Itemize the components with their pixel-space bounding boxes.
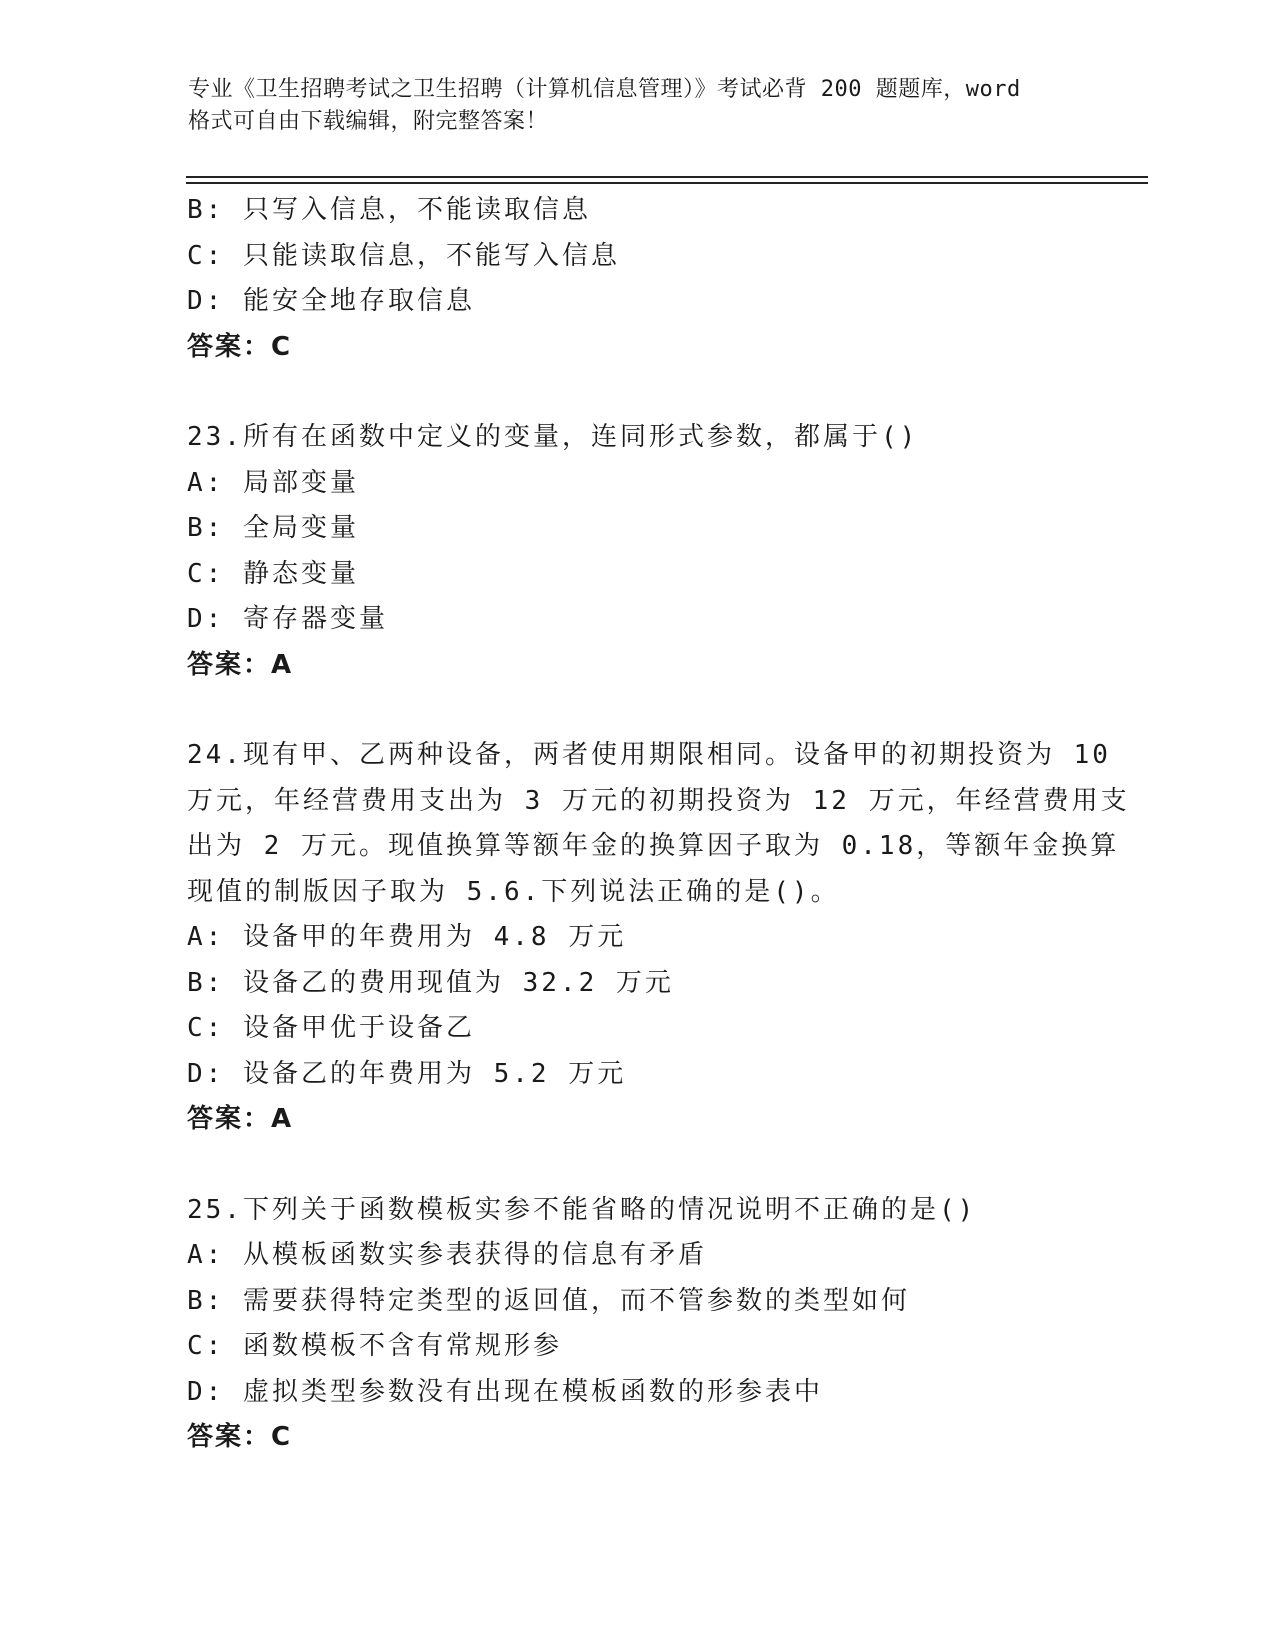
option-d: D: 虚拟类型参数没有出现在模板函数的形参表中 <box>187 1376 823 1407</box>
option-d: D: 寄存器变量 <box>187 604 388 634</box>
option-d: D: 设备乙的年费用为 5.2 万元 <box>187 1058 627 1089</box>
header-rule-top <box>186 176 1148 178</box>
question-23 <box>187 415 1137 688</box>
header-line-1: 专业《卫生招聘考试之卫生招聘（计算机信息管理）》考试必背 200 题题库，word <box>188 77 1021 102</box>
question-stem-line-3: 出为 2 万元。现值换算等额年金的换算因子取为 0.18，等额年金换算 <box>187 831 1120 861</box>
page-header <box>188 74 1088 138</box>
header-line-2: 格式可自由下载编辑，附完整答案！ <box>188 109 549 134</box>
header-rule-bottom <box>186 182 1148 184</box>
answer: 答案：A <box>187 1104 294 1134</box>
question-25 <box>187 1188 1137 1461</box>
option-c: C: 函数模板不含有常规形参 <box>187 1331 562 1361</box>
option-b: B: 需要获得特定类型的返回值，而不管参数的类型如何 <box>187 1285 910 1316</box>
option-b: B: 设备乙的费用现值为 32.2 万元 <box>187 967 674 998</box>
spacer <box>187 370 1137 415</box>
answer: 答案：C <box>187 1422 293 1452</box>
answer: 答案：A <box>187 649 294 680</box>
question-24 <box>187 733 1137 1143</box>
option-b: B: 全局变量 <box>187 513 359 543</box>
option-c: C: 静态变量 <box>187 558 359 589</box>
option-c: C: 只能读取信息，不能写入信息 <box>187 240 620 271</box>
option-a: A: 从模板函数实参表获得的信息有矛盾 <box>187 1240 707 1270</box>
question-stem-line-1: 24.现有甲、乙两种设备，两者使用期限相同。设备甲的初期投资为 10 <box>187 740 1111 770</box>
option-d: D: 能安全地存取信息 <box>187 286 475 316</box>
option-b: B: 只写入信息，不能读取信息 <box>187 195 591 225</box>
question-stem-line-4: 现值的制版因子取为 5.6.下列说法正确的是()。 <box>187 876 840 907</box>
spacer <box>187 1143 1137 1188</box>
question-list <box>187 188 1137 1461</box>
answer: 答案：C <box>187 331 293 362</box>
question-stem: 23.所有在函数中定义的变量，连同形式参数，都属于() <box>187 422 919 452</box>
option-a: A: 设备甲的年费用为 4.8 万元 <box>187 922 627 952</box>
option-c: C: 设备甲优于设备乙 <box>187 1013 475 1043</box>
question-stem-line-2: 万元，年经营费用支出为 3 万元的初期投资为 12 万元，年经营费用支 <box>187 785 1130 816</box>
spacer <box>187 688 1137 733</box>
question-22-tail <box>187 188 1137 370</box>
option-a: A: 局部变量 <box>187 467 359 498</box>
question-stem: 25.下列关于函数模板实参不能省略的情况说明不正确的是() <box>187 1194 977 1225</box>
